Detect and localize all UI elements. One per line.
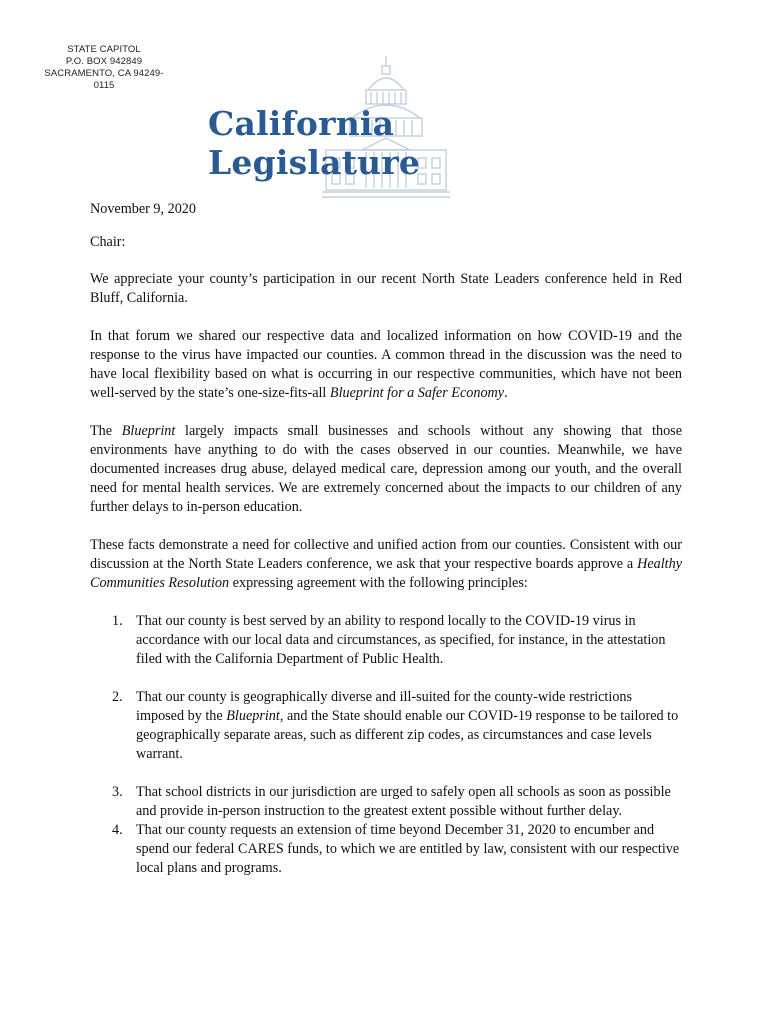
address-line-3: SACRAMENTO, CA 94249-0115 (44, 68, 164, 91)
paragraph-4-text: These facts demonstrate a need for collective and unified action from our counties. Consistent with our discussion at the North State Leaders conference, we ask that your respective boards approve a (90, 537, 682, 572)
paragraph-2 (90, 327, 682, 403)
paragraph-4-end: expressing agreement with the following principles: (229, 575, 528, 591)
list-item-number: 3. (112, 784, 123, 800)
salutation: Chair: (90, 234, 126, 250)
list-item-text: That school districts in our jurisdiction are urged to safely open all schools as soon as possible and provide in-person instruction to the greatest extent possible without further delay. (136, 784, 671, 819)
paragraph-3 (90, 422, 682, 517)
principles-list (90, 612, 682, 878)
list-item-text: That our county requests an extension of time beyond December 31, 2020 to encumber and spend our federal CARES funds, to which we are entitled by law, consistent with our respective local plans and programs. (136, 822, 680, 876)
blueprint-term: Blueprint (121, 423, 176, 439)
paragraph-1: We appreciate your county’s participation in our recent North State Leaders conference held in Red Bluff, California. (90, 271, 682, 306)
letter-date: November 9, 2020 (90, 201, 196, 217)
list-item (90, 612, 682, 669)
list-item-text: That our county is geographically diverse and ill-suited for the county-wide restrictions imposed by the (136, 689, 633, 724)
list-item-text-end: , and the State should enable our COVID-19 response to be tailored to geographically separate areas, such as different zip codes, as circumstances and case levels warrant. (136, 708, 679, 762)
list-item-number: 4. (112, 822, 123, 838)
address-line-1: STATE CAPITOL (67, 44, 141, 55)
paragraph-2-text: In that forum we shared our respective data and localized information on how COVID-19 and the response to the virus have impacted our counties. A common thread in the discussion was the need to have local flexibility based on what is occurring in our respective communities, which have not been well-served by the state’s one-size-fits-all (90, 328, 682, 401)
address-line-2: P.O. BOX 942849 (65, 56, 143, 67)
blueprint-title: Blueprint for a Safer Economy (329, 385, 505, 401)
paragraph-3-start: The (90, 423, 122, 439)
list-item-text: That our county is best served by an ability to respond locally to the COVID-19 virus in accordance with our local data and circumstances, as specified, for instance, in the attestation filed with the California Department of Public Health. (136, 613, 666, 667)
resolution-title: Healthy Communities Resolution (90, 556, 682, 591)
list-item (90, 821, 682, 878)
blueprint-term: Blueprint (226, 708, 280, 724)
list-item-number: 2. (112, 689, 123, 705)
list-item (90, 688, 682, 764)
paragraph-2-end: . (504, 385, 508, 401)
paragraph-4 (90, 536, 682, 593)
letter-body (90, 200, 682, 897)
list-item (90, 783, 682, 821)
paragraph-3-text: largely impacts small businesses and schools without any showing that those environments have anything to do with the cases observed in our counties. Meanwhile, we have documented increases drug abuse, delayed medical care, depression among our youth, and the overall need for mental health services. We are extremely concerned about the impacts to our children of any further delays to in-person education. (90, 423, 682, 515)
list-item-number: 1. (112, 613, 123, 629)
masthead-title: California Legislature (208, 104, 421, 182)
return-address (40, 44, 168, 92)
